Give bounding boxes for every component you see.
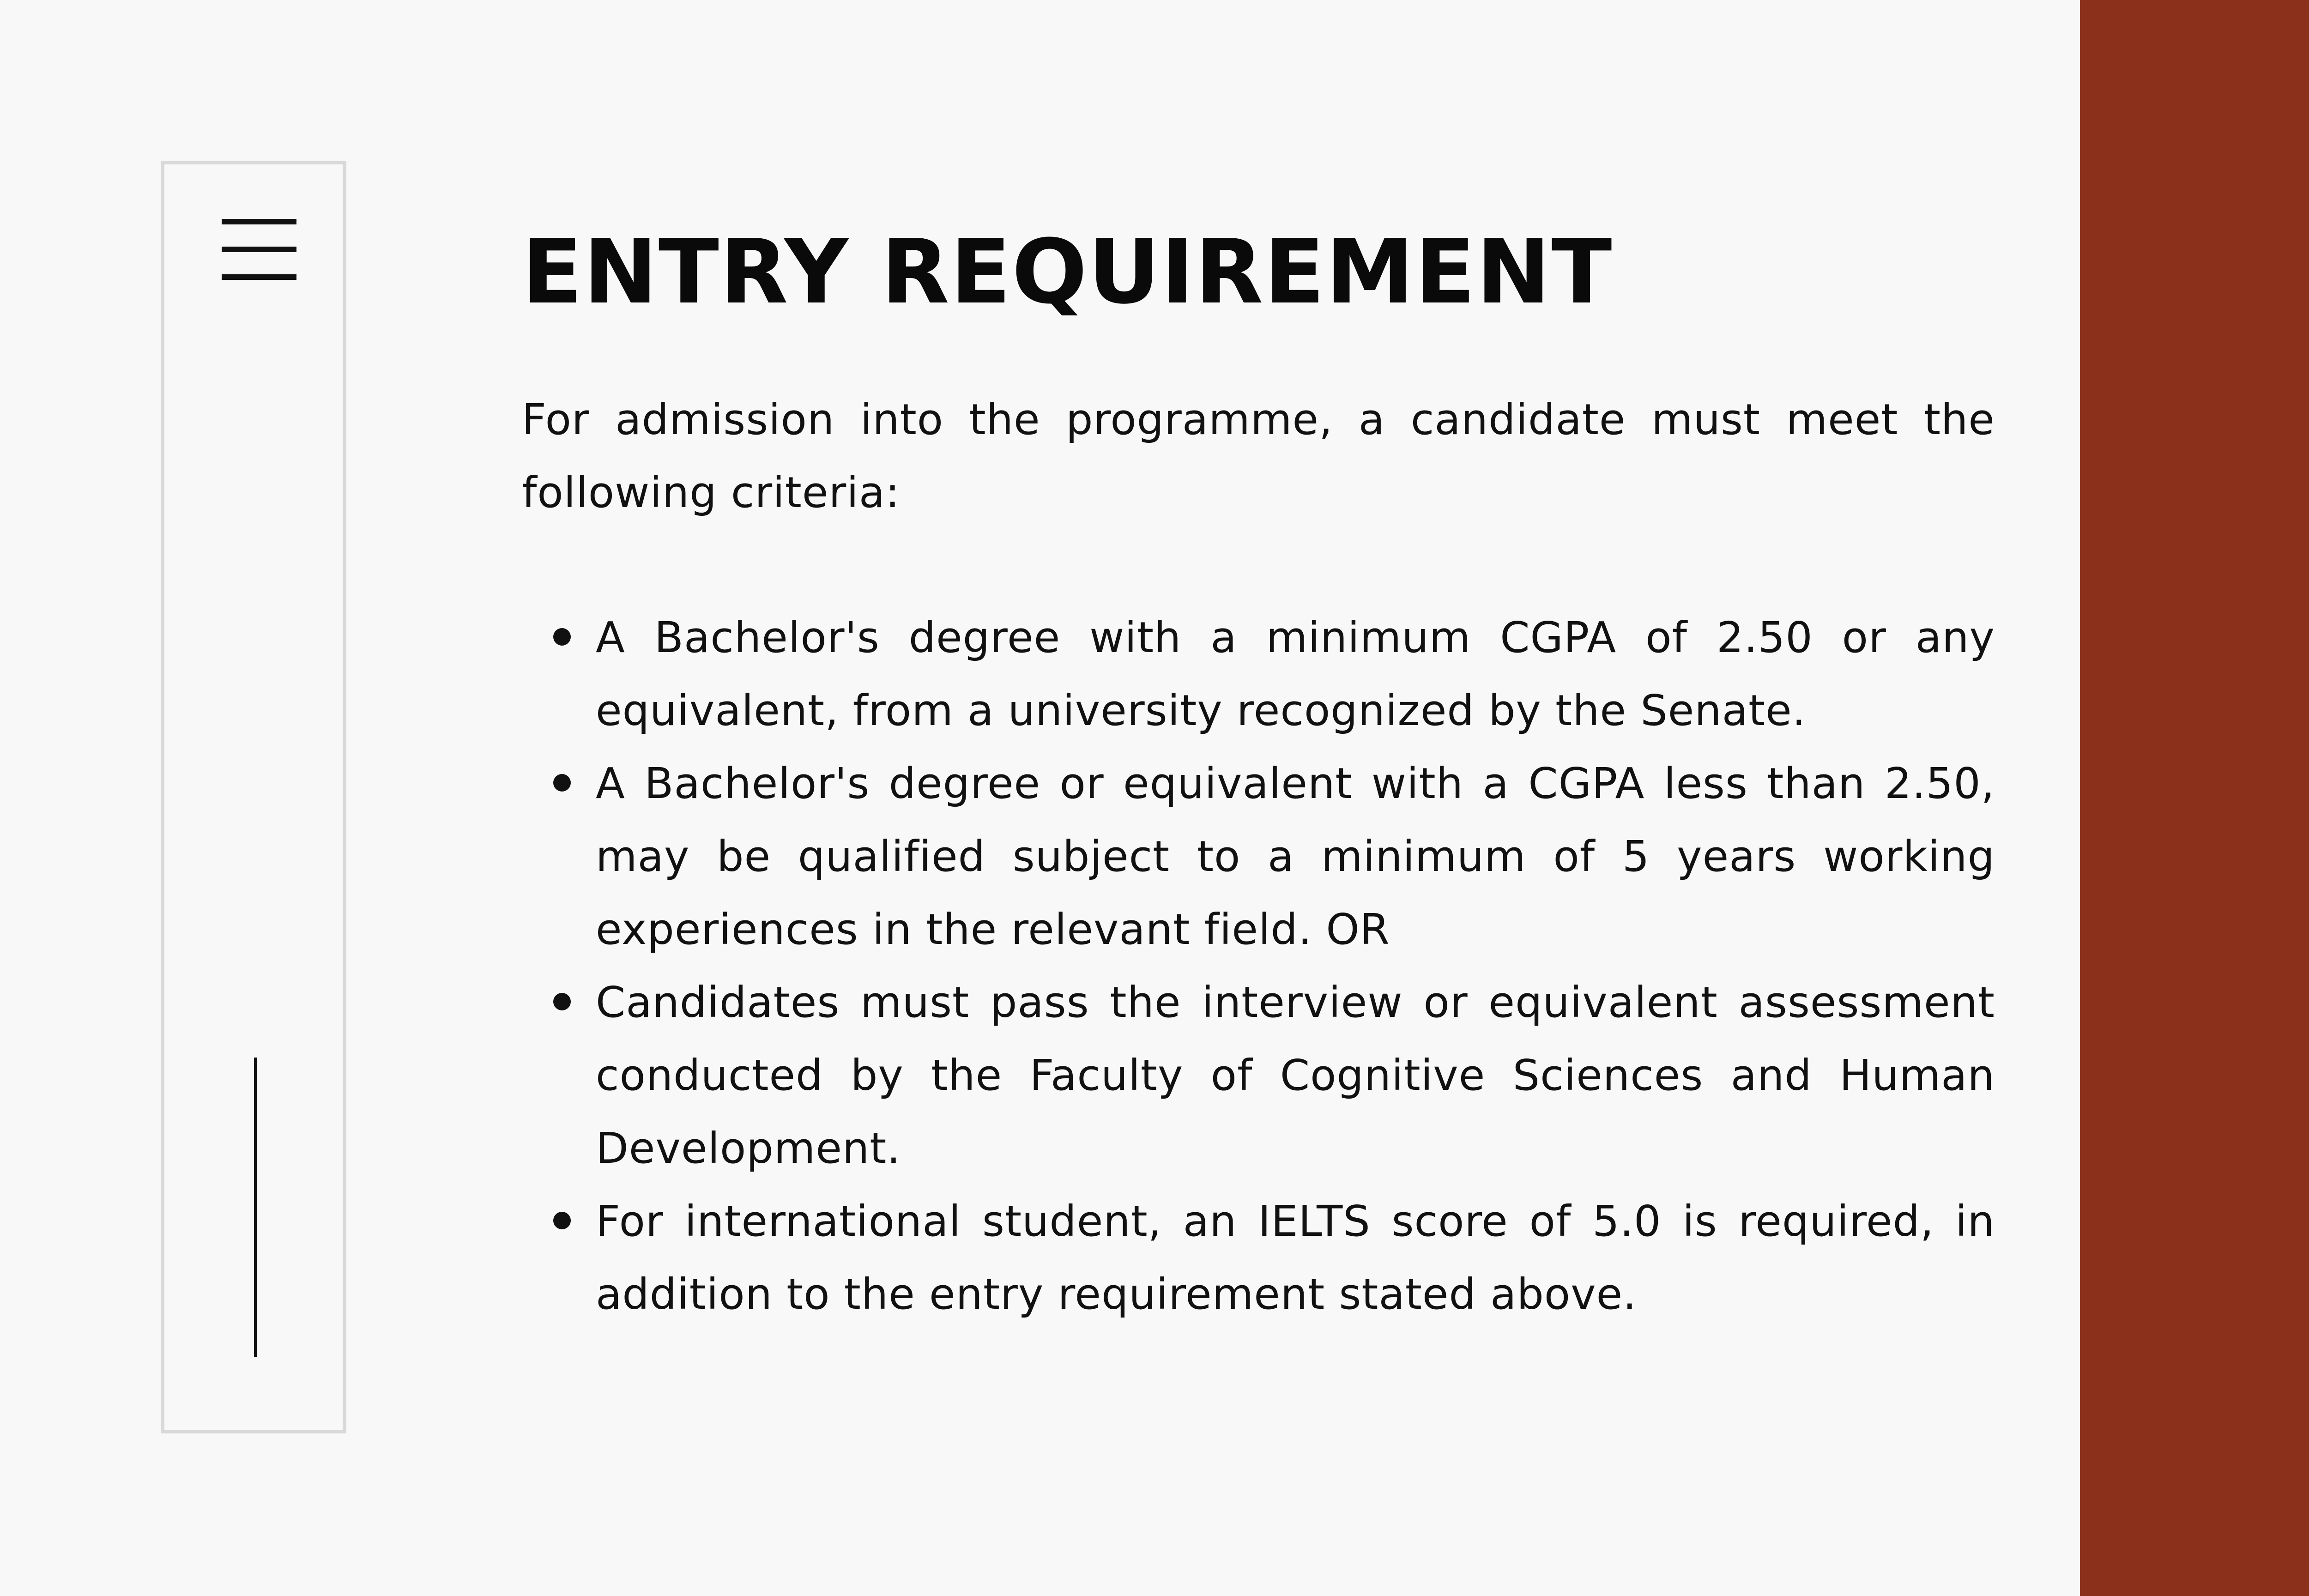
criteria-text: A Bachelor's degree or equivalent with a CGPA less than 2.50, may be qualified subject to a minimum of 5 years working experiences in the relevant field. OR: [596, 759, 1995, 954]
accent-panel: [2080, 0, 2309, 1596]
bullet-icon: [553, 628, 571, 646]
bullet-icon: [553, 993, 571, 1010]
intro-paragraph: For admission into the programme, a candidate must meet the following criteria:: [522, 395, 1995, 517]
list-item: [596, 601, 1995, 747]
bullet-icon: [553, 774, 571, 792]
list-item: [596, 1185, 1995, 1331]
vertical-divider: [254, 1058, 257, 1357]
bullet-icon: [553, 1212, 571, 1229]
criteria-text: For international student, an IELTS score of 5.0 is required, in addition to the entry requirement stated above.: [596, 1197, 1995, 1319]
menu-line: [222, 274, 296, 280]
criteria-text: Candidates must pass the interview or equivalent assessment conducted by the Faculty of Cognitive Sciences and Human Development.: [596, 978, 1995, 1173]
hamburger-menu-icon[interactable]: [222, 219, 296, 280]
main-content: [522, 217, 1995, 1331]
list-item: [596, 747, 1995, 966]
list-item: [596, 966, 1995, 1185]
criteria-text: A Bachelor's degree with a minimum CGPA of 2.50 or any equivalent, from a university recognized by the Senate.: [596, 613, 1995, 735]
criteria-list: [522, 601, 1995, 1331]
sidebar-frame: [161, 161, 346, 1433]
menu-line: [222, 247, 296, 252]
page-title: ENTRY REQUIREMENT: [522, 221, 1613, 324]
menu-line: [222, 219, 296, 224]
